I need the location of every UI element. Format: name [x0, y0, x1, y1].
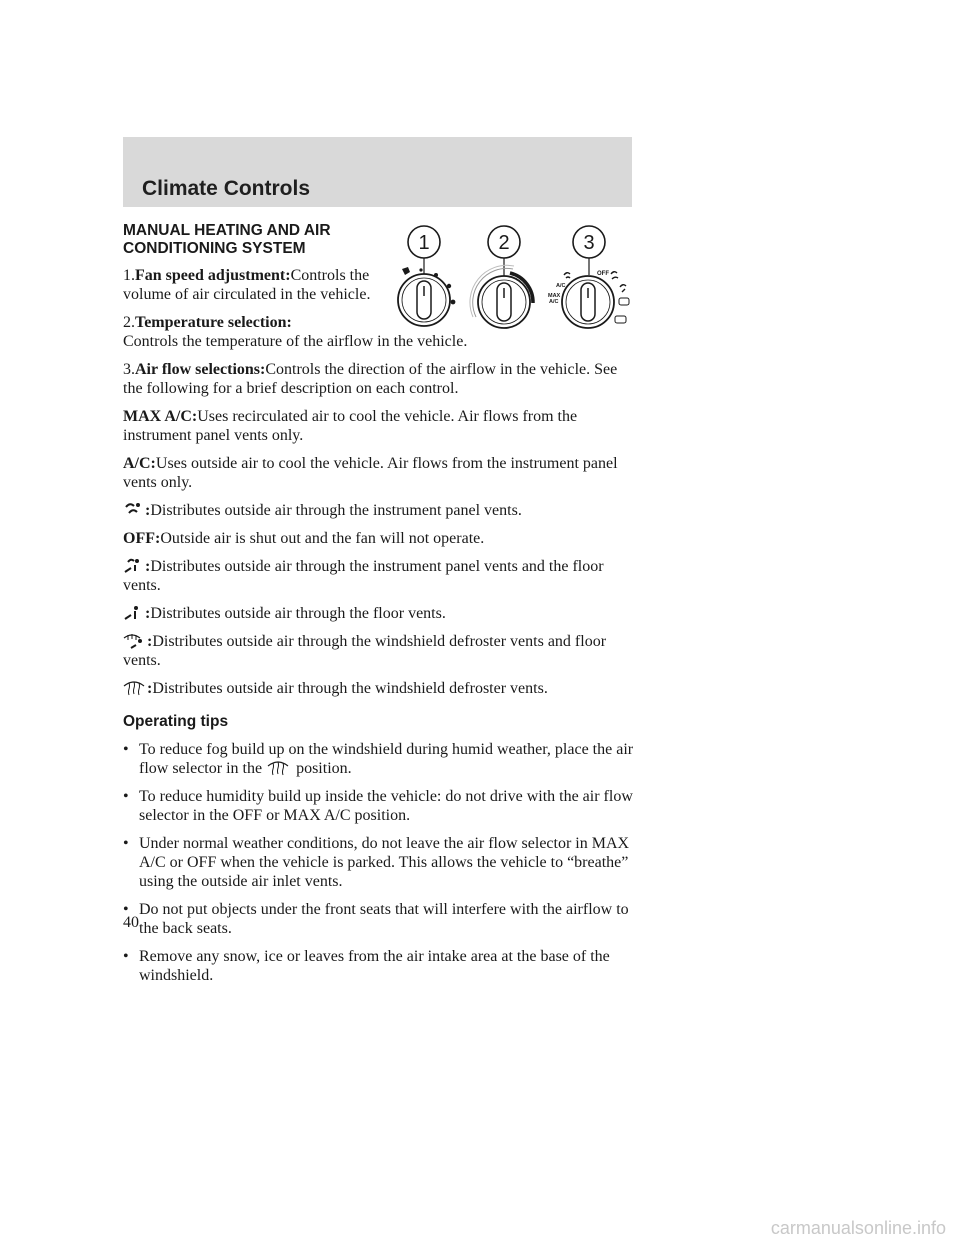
- item-text: Controls the direction of the airflow in the vehicle. See the following for a brief description on each control.: [123, 361, 618, 397]
- list-item: • Do not put objects under the front seats that will interfere with the airflow to the back seats.: [123, 901, 629, 937]
- mode-text: Distributes outside air through the windshield defroster vents.: [152, 680, 548, 697]
- item-text: Controls the volume of air circulated in the vehicle.: [123, 267, 371, 303]
- panel-floor-vent-icon: [123, 557, 143, 575]
- operating-tips-heading: Operating tips: [123, 713, 229, 730]
- panel-vent-icon: [123, 501, 143, 519]
- mode-floor: :Distributes outside air through the floor vents.: [123, 604, 638, 623]
- item-label: Fan speed adjustment:: [135, 267, 291, 284]
- callout-1-label: 1: [418, 232, 430, 254]
- list-item: • To reduce humidity build up inside the vehicle: do not drive with the air flow selector in the OFF or MAX A/C position.: [123, 788, 633, 824]
- knob-ac-label: A/C: [556, 283, 566, 289]
- mode-defrost-floor: :Distributes outside air through the windshield defroster vents and floor vents.: [123, 633, 607, 669]
- bullet: •: [123, 788, 129, 805]
- callout-3-label: 3: [583, 232, 595, 254]
- chapter-title: Climate Controls: [142, 177, 311, 200]
- mode-defrost: :Distributes outside air through the windshield defroster vents.: [123, 679, 638, 698]
- site-watermark: carmanualsonline.info: [770, 1218, 946, 1238]
- list-item: • Remove any snow, ice or leaves from the air intake area at the base of the windshield.: [123, 948, 610, 984]
- chapter-header: [123, 137, 632, 207]
- list-item: • To reduce fog build up on the windshield during humid weather, place the air flow selector in the position.: [123, 741, 634, 777]
- mode-ac: [123, 454, 638, 492]
- item-text: Controls the temperature of the airflow in the vehicle.: [123, 333, 468, 350]
- mode-label: MAX A/C:: [123, 408, 198, 425]
- page-number: 40: [123, 914, 139, 931]
- callout-2-label: 2: [498, 232, 510, 254]
- item-temperature: 2.Temperature selection: Controls the temperature of the airflow in the vehicle.: [123, 314, 468, 350]
- defrost-floor-icon: [123, 632, 145, 650]
- item-label: Air flow selections:: [135, 361, 266, 378]
- mode-text: Uses recirculated air to cool the vehicle. Air flows from the instrument panel vents only.: [123, 408, 578, 444]
- mode-text: Distributes outside air through the instrument panel vents and the floor vents.: [123, 558, 604, 594]
- mode-label: OFF:: [123, 530, 161, 547]
- page-content: [123, 222, 638, 994]
- mode-text: Distributes outside air through the instrument panel vents.: [150, 502, 522, 519]
- mode-text: Uses outside air to cool the vehicle. Air flows from the instrument panel vents only.: [123, 455, 618, 491]
- bullet: •: [123, 835, 129, 852]
- bullet: •: [123, 948, 129, 965]
- knob-off-label: OFF: [597, 271, 609, 277]
- defrost-icon: [266, 759, 290, 777]
- mode-text: Outside air is shut out and the fan will not operate.: [160, 530, 485, 547]
- bullet: •: [123, 741, 129, 758]
- operating-tips-list: [123, 740, 638, 985]
- mode-panel: :Distributes outside air through the instrument panel vents.: [123, 501, 638, 520]
- item-fan-speed: 1.Fan speed adjustment:Controls the volume of air circulated in the vehicle.: [123, 267, 371, 303]
- item-air-flow: 3.Air flow selections:Controls the direction of the airflow in the vehicle. See the following for a brief description on each control.: [123, 361, 618, 397]
- mode-text: Distributes outside air through the floor vents.: [150, 605, 446, 622]
- section-title: MANUAL HEATING AND AIR CONDITIONING SYSTEM: [123, 222, 331, 257]
- knob-max-ac-label: A/C: [549, 299, 559, 305]
- floor-vent-icon: [123, 604, 143, 622]
- item-label: Temperature selection:: [135, 314, 292, 331]
- mode-max-ac: [123, 407, 638, 445]
- list-item: • Under normal weather conditions, do not leave the air flow selector in MAX A/C or OFF when the vehicle is parked. This allows the vehicle to “breathe” using the outside air inlet vents.: [123, 835, 630, 890]
- defrost-icon: [123, 679, 145, 697]
- bullet: •: [123, 901, 129, 918]
- mode-label: A/C:: [123, 455, 156, 472]
- knob-max-label: MAX: [548, 293, 561, 299]
- mode-off: [123, 529, 638, 548]
- mode-panel-floor: :Distributes outside air through the instrument panel vents and the floor vents.: [123, 558, 604, 594]
- mode-text: Distributes outside air through the windshield defroster vents and floor vents.: [123, 633, 607, 669]
